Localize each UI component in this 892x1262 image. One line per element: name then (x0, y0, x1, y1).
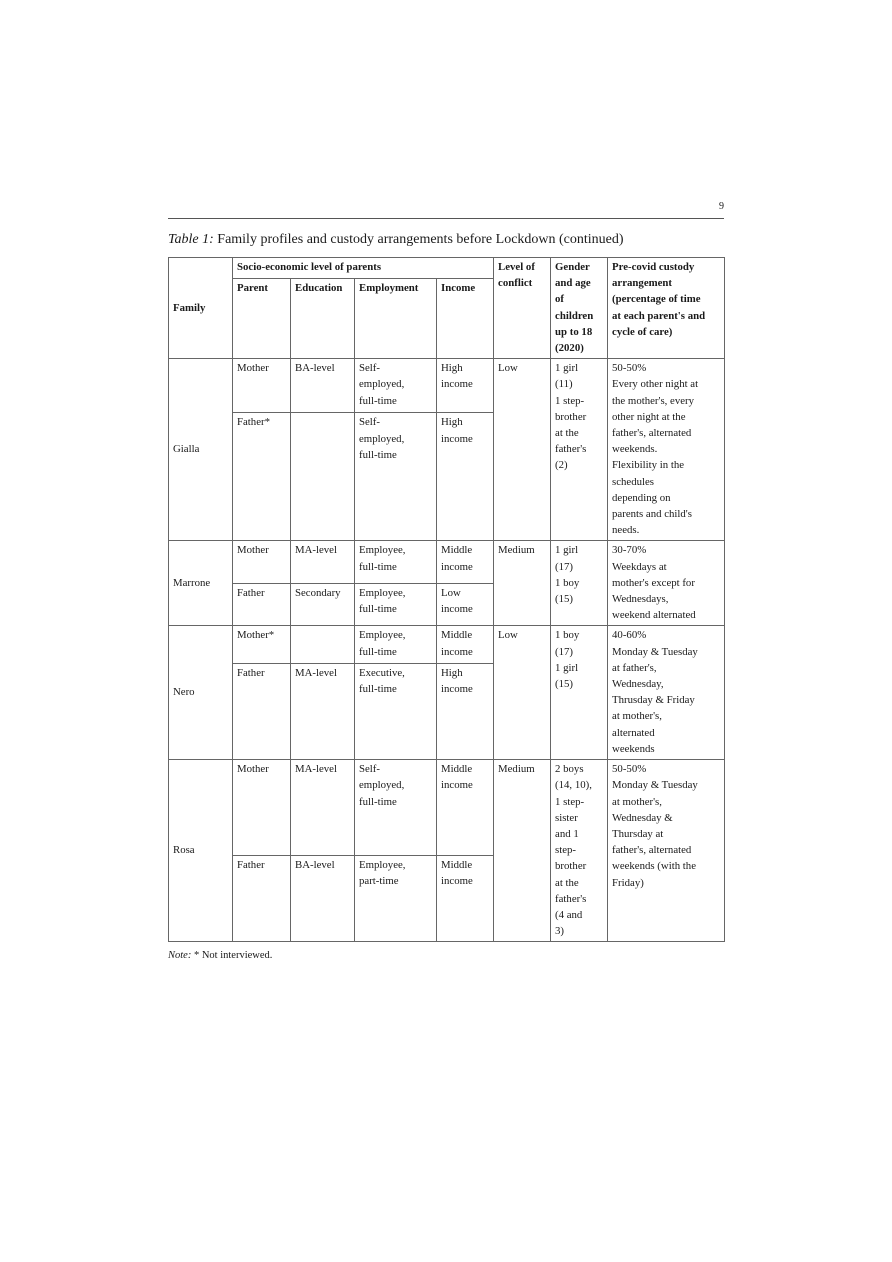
header-employment: Employment (355, 279, 437, 359)
parent-cell: Father (233, 664, 291, 760)
header-conflict: Level of conflict (494, 258, 551, 359)
family-name: Nero (169, 626, 233, 760)
table-row (169, 359, 725, 413)
employment-cell: Employee, full-time (355, 626, 437, 664)
header-row-top (169, 258, 725, 279)
conflict-cell: Low (494, 626, 551, 760)
header-rule (168, 218, 724, 219)
income-cell: Middle income (437, 626, 494, 664)
conflict-cell: Medium (494, 541, 551, 626)
income-cell: High income (437, 664, 494, 760)
table-caption (168, 232, 728, 248)
education-cell: MA-level (291, 664, 355, 760)
employment-cell: Employee, full-time (355, 541, 437, 584)
parent-cell: Mother* (233, 626, 291, 664)
income-cell: High income (437, 359, 494, 413)
income-cell: Middle income (437, 856, 494, 942)
table-row (169, 626, 725, 664)
employment-cell: Self- employed, full-time (355, 359, 437, 413)
income-cell: Low income (437, 583, 494, 626)
header-children: Gender and age of children up to 18 (2020) (551, 258, 608, 359)
parent-cell: Mother (233, 541, 291, 584)
page-number: 9 (719, 201, 724, 212)
conflict-cell: Medium (494, 760, 551, 942)
education-cell: MA-level (291, 541, 355, 584)
arrangement-cell: 50-50% Monday & Tuesday at mother's, Wednesday & Thursday at father's, alternated weekends (with the Friday) (608, 760, 725, 942)
children-cell: 1 girl (11) 1 step- brother at the father's (2) (551, 359, 608, 541)
income-cell: Middle income (437, 760, 494, 856)
education-cell: Secondary (291, 583, 355, 626)
employment-cell: Employee, part-time (355, 856, 437, 942)
parent-cell: Mother (233, 760, 291, 856)
education-cell (291, 413, 355, 541)
table-row (169, 541, 725, 584)
header-parent: Parent (233, 279, 291, 359)
education-cell: BA-level (291, 359, 355, 413)
table-note (168, 950, 272, 961)
table-note-text: * Not interviewed. (191, 950, 273, 961)
table-caption-text: Family profiles and custody arrangements before Lockdown (continued) (213, 232, 624, 247)
education-cell: BA-level (291, 856, 355, 942)
education-cell: MA-level (291, 760, 355, 856)
header-family: Family (169, 258, 233, 359)
table-note-label: Note: (168, 950, 192, 961)
family-name: Gialla (169, 359, 233, 541)
header-income: Income (437, 279, 494, 359)
arrangement-cell: 50-50% Every other night at the mother's, every other night at the father's, alternated weekends. Flexibility in the schedules depending on parents and child's needs. (608, 359, 725, 541)
family-name: Rosa (169, 760, 233, 942)
parent-cell: Father* (233, 413, 291, 541)
employment-cell: Self- employed, full-time (355, 760, 437, 856)
parent-cell: Father (233, 583, 291, 626)
table-row (169, 760, 725, 856)
family-name: Marrone (169, 541, 233, 626)
income-cell: Middle income (437, 541, 494, 584)
table-caption-label: Table 1: (168, 232, 214, 247)
employment-cell: Self- employed, full-time (355, 413, 437, 541)
children-cell: 1 girl (17) 1 boy (15) (551, 541, 608, 626)
income-cell: High income (437, 413, 494, 541)
custody-table (168, 257, 725, 942)
parent-cell: Mother (233, 359, 291, 413)
parent-cell: Father (233, 856, 291, 942)
children-cell: 2 boys (14, 10), 1 step- sister and 1 step- brother at the father's (4 and 3) (551, 760, 608, 942)
conflict-cell: Low (494, 359, 551, 541)
education-cell (291, 626, 355, 664)
header-precovid: Pre-covid custody arrangement (percentage of time at each parent's and cycle of care) (608, 258, 725, 359)
employment-cell: Executive, full-time (355, 664, 437, 760)
arrangement-cell: 30-70% Weekdays at mother's except for Wednesdays, weekend alternated (608, 541, 725, 626)
arrangement-cell: 40-60% Monday & Tuesday at father's, Wednesday, Thrusday & Friday at mother's, alternated weekends (608, 626, 725, 760)
header-education: Education (291, 279, 355, 359)
employment-cell: Employee, full-time (355, 583, 437, 626)
header-socio-economic: Socio-economic level of parents (233, 258, 494, 279)
children-cell: 1 boy (17) 1 girl (15) (551, 626, 608, 760)
